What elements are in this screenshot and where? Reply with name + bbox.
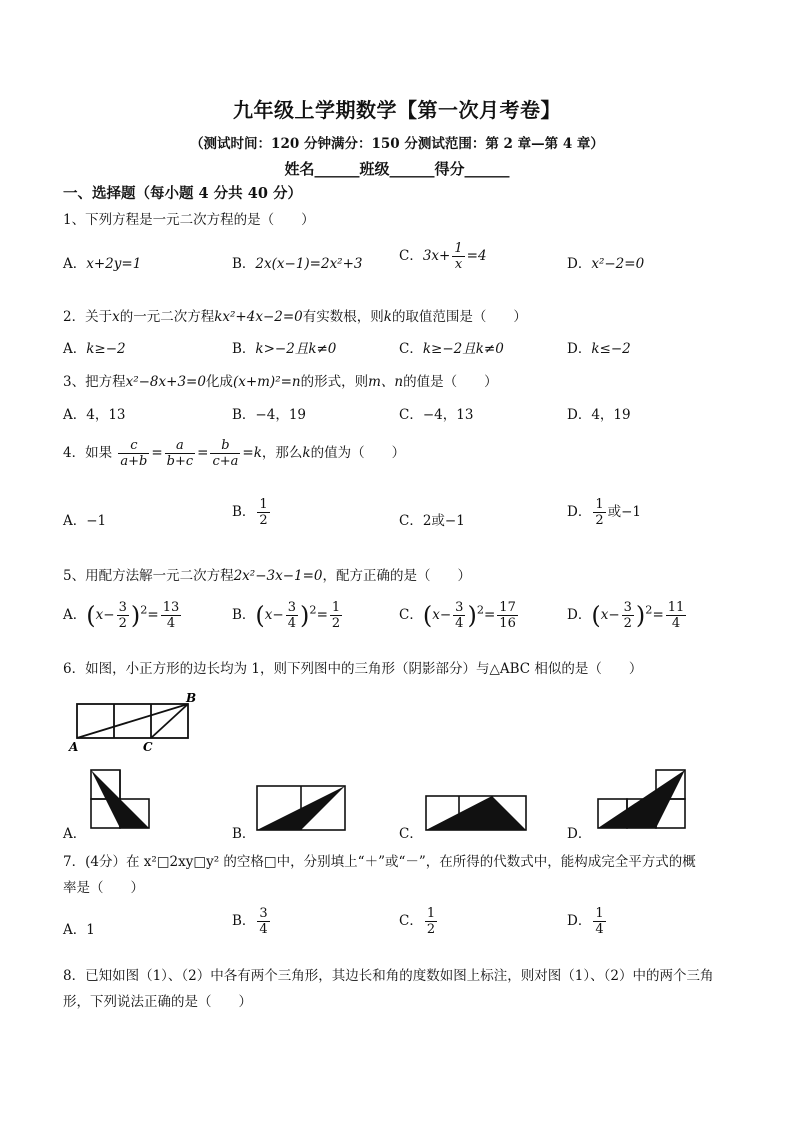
stem-text: 4．如果 [63,445,113,461]
option-expr: k≥−2且k≠0 [422,341,504,357]
q3-option-b[interactable] [232,403,306,423]
numerator: 3 [623,600,632,615]
point-label-a: A [69,740,79,752]
q5-option-d[interactable]: D．(x− $\frac{3}{2}$ )$^2$= $\frac{11}{4}$ [567,600,685,631]
fraction [425,906,437,937]
option-label: D． [567,607,592,623]
denominator: 4 [595,922,604,937]
option-label: D． [567,913,592,929]
stem-text: 3、把方程 [63,374,126,390]
denominator: x [454,257,463,272]
shaded-triangle [426,796,526,830]
stem-text: 的形式，则 [300,374,369,390]
denominator: 4 [671,616,681,631]
q5-option-b[interactable]: B．(x− $\frac{3}{4}$ )$^2$= $\frac{1}{2}$ [232,600,341,631]
option-expr: x− [432,607,452,623]
equals-sign: = [151,445,163,461]
option-label: D． [567,504,592,520]
point-label-b: B [186,691,197,705]
option-label: D． [567,256,592,272]
option-expr: x− [600,607,620,623]
option-label: B． [232,256,256,272]
option-label: B． [232,607,256,623]
q6-option-c-figure[interactable] [422,792,530,834]
option-label: A． [63,256,87,272]
stem-text: 化成 [205,374,233,390]
student-info-line: 姓名______班级______得分______ [284,160,510,178]
option-expr: −4，19 [255,407,307,423]
triangle-side-ab [77,704,188,738]
question-2-stem [63,305,527,325]
point-label-c: C [143,740,153,752]
equals-sign: = [316,607,328,623]
denominator: 2 [623,616,632,631]
denominator: 2 [259,513,268,528]
denominator: 4 [259,922,268,937]
option-label: C． [399,248,423,264]
fraction [118,438,149,469]
option-expr: k≥−2 [86,341,126,357]
numerator: 1 [595,906,604,921]
stem-text: 5、用配方法解一元二次方程 [63,568,234,584]
q2-option-a[interactable] [63,337,126,357]
fraction [593,906,605,937]
numerator: c [118,438,149,454]
stem-text: 的值为（ ） [310,445,406,461]
stem-text: 有实数根，则 [302,309,384,325]
question-6-stem: 6．如图，小正方形的边长均为 1，则下列图中的三角形（阴影部分）与△ABC 相似的是（ ） [63,661,643,677]
option-label: A． [63,513,87,529]
stem-equation: =k [242,445,262,461]
q6-option-b-label[interactable]: B． [232,826,256,842]
numerator: 3 [287,600,297,615]
question-8-stem-line-1: 8．已知如图（1）、（2）中各有两个三角形，其边长和角的度数如图上标注，则对图（1）、（2）中的两个三角 [63,968,714,984]
denominator: b+c [166,454,194,469]
option-label: D． [567,407,592,423]
option-label: B． [232,504,256,520]
stem-text: 的一元二次方程 [119,309,215,325]
fraction [666,600,687,631]
fraction [286,600,298,631]
denominator: 4 [287,616,297,631]
option-label: C． [399,607,423,623]
option-expr: k>−2且k≠0 [255,341,337,357]
question-1-stem: 1、下列方程是一元二次方程的是（ ） [63,212,315,228]
option-expr: −1 [86,513,107,529]
option-label: D． [567,341,592,357]
option-expr: 4，19 [591,407,631,423]
equals-sign: = [147,607,159,623]
q6-option-d-figure[interactable] [592,766,692,834]
numerator: 1 [426,906,436,921]
numerator: 3 [259,906,268,921]
denominator: 4 [166,616,176,631]
fraction [497,600,518,631]
question-7-stem-line-1: 7．(4分）在 x²□2xy□y² 的空格□中，分别填上“＋”或“－”，在所得的代数式中，能构成完全平方式的概 [63,854,696,870]
numerator: 1 [331,600,341,615]
q5-option-c[interactable]: C．(x− $\frac{3}{4}$ )$^2$= $\frac{17}{16}$ [399,600,516,631]
exponent: 2 [645,603,653,617]
q1-option-d[interactable] [567,252,644,272]
option-label: B． [232,341,256,357]
fraction [117,600,129,631]
option-expr-tail: 或−1 [607,504,642,520]
fraction [452,241,464,272]
numerator: 13 [162,600,180,615]
denominator: 2 [595,513,604,528]
numerator: 1 [259,497,268,512]
q2-option-b[interactable] [232,337,336,357]
stem-vars: m、n [368,374,404,390]
option-expr: 1 [86,922,95,938]
stem-equation: x²−8x+3=0 [125,374,206,390]
reference-figure [62,690,202,752]
option-expr: x+2y=1 [86,256,142,272]
option-expr: x− [95,607,115,623]
numerator: a [165,438,196,454]
option-label: A． [63,922,87,938]
exponent: 2 [140,603,148,617]
option-expr: 2或−1 [422,513,465,529]
option-expr: 2x(x−1)=2x²+3 [255,256,363,272]
section-heading: 一、选择题（每小题 4 分共 40 分） [63,185,302,202]
fraction [210,438,240,469]
option-expr: k≤−2 [591,341,631,357]
stem-form: (x+m)²=n [232,374,301,390]
q3-option-d[interactable] [567,403,631,423]
question-3-stem [63,370,498,390]
question-8-stem-line-2: 形，下列说法正确的是（ ） [63,994,252,1010]
stem-text: 2．关于 [63,309,113,325]
q1-option-c[interactable] [399,241,487,272]
option-label: C． [399,407,423,423]
q4-option-d[interactable] [567,497,641,528]
q3-option-a[interactable] [63,403,126,423]
option-expr: x²−2=0 [591,256,645,272]
stem-equation: kx²+4x−2=0 [214,309,303,325]
denominator: a+b [120,454,148,469]
numerator: 1 [454,241,463,256]
denominator: 2 [118,616,127,631]
q4-option-a[interactable] [63,509,106,529]
fraction [593,497,605,528]
q7-option-b[interactable] [232,906,272,937]
stem-var: k [383,309,392,325]
q6-option-b-figure[interactable] [253,782,353,834]
denominator: 2 [331,616,341,631]
numerator: b [210,438,240,454]
equals-sign: = [197,445,209,461]
fraction [161,600,182,631]
option-expr: 4，13 [86,407,126,423]
question-5-stem [63,564,471,584]
numerator: 1 [595,497,604,512]
numerator: 11 [667,600,685,615]
q7-option-a[interactable] [63,918,95,938]
equals-sign: = [652,607,664,623]
denominator: 4 [455,616,464,631]
denominator: c+a [212,454,239,469]
stem-var: k [302,445,311,461]
option-expr-tail: =4 [466,248,487,264]
q4-option-b[interactable] [232,497,272,528]
option-label: A． [63,407,87,423]
equals-sign: = [483,607,496,623]
numerator: 17 [499,600,516,615]
q6-option-c-label[interactable]: C． [399,826,423,842]
option-label: A． [63,341,87,357]
q4-option-c[interactable] [399,509,465,529]
q6-option-d-label[interactable]: D． [567,826,592,842]
stem-var: x [112,309,120,325]
denominator: 16 [499,616,516,631]
option-label: C． [399,913,423,929]
question-4-stem [63,438,405,469]
q2-option-c[interactable] [399,337,504,357]
option-label: C． [399,341,423,357]
page-title: 九年级上学期数学【第一次月考卷】 [233,98,561,122]
test-info: （测试时间：120 分钟满分：150 分测试范围：第 2 章—第 4 章） [190,136,604,152]
option-label: C． [399,513,423,529]
stem-text: ，那么 [261,445,303,461]
option-expr: x− [264,607,284,623]
fraction [257,497,269,528]
q7-option-d[interactable] [567,906,608,937]
q5-option-a[interactable]: A．(x− $\frac{3}{2}$ )$^2$= $\frac{13}{4}$ [63,600,180,631]
option-expr: −4，13 [422,407,474,423]
denominator: 2 [426,922,436,937]
exponent: 2 [309,603,317,617]
q1-option-a[interactable] [63,252,141,272]
fraction [165,438,196,469]
stem-text: ，配方正确的是（ ） [322,568,472,584]
fraction [453,600,465,631]
stem-text: 的值是（ ） [403,374,498,390]
stem-text: 的取值范围是（ ） [391,309,527,325]
q3-option-c[interactable] [399,403,473,423]
q7-option-c[interactable] [399,906,439,937]
option-label: A． [63,607,87,623]
fraction [622,600,634,631]
q6-option-a-label[interactable]: A． [63,826,87,842]
q1-option-b[interactable] [232,252,363,272]
stem-equation: 2x²−3x−1=0 [233,568,323,584]
option-label: B． [232,913,256,929]
fraction [330,600,342,631]
q6-option-a-figure[interactable] [86,766,156,836]
option-expr-lead: 3x+ [422,248,451,264]
numerator: 3 [455,600,464,615]
exponent: 2 [476,603,484,617]
q2-option-d[interactable] [567,337,631,357]
option-label: B． [232,407,256,423]
numerator: 3 [118,600,127,615]
question-7-stem-line-2: 率是（ ） [63,880,144,896]
fraction [257,906,269,937]
